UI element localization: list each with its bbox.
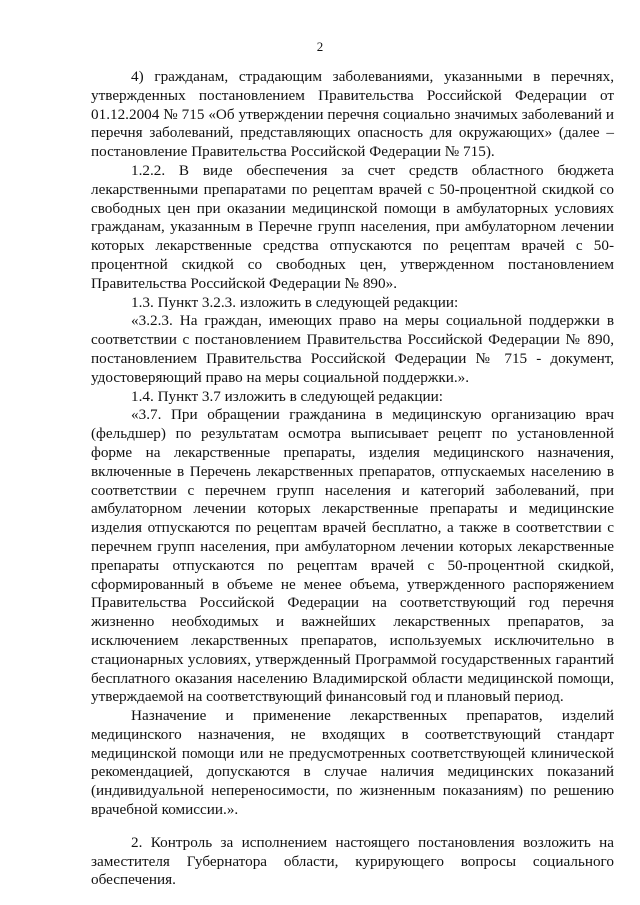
- paragraph-1-4-heading: 1.4. Пункт 3.7 изложить в следующей редакции:: [131, 387, 444, 405]
- paragraph-1-2-2: 1.2.2. В виде обеспечения за счет средств областного бюджета лекарственными препаратами по рецептам врачей с 50-процентной скидкой со свободных цен при оказании медицинской помощи в амбулаторных условиях гражданам, указанным в Перечне групп населения, при амбулаторном лечении которых лекарственные средства отпускаются по рецептам врачей с 50-процентной скидкой со свободных цен, утвержденном постановлением Правительства Российской Федерации № 890».: [91, 161, 614, 292]
- paragraph-control: 2. Контроль за исполнением настоящего постановления возложить на заместителя Губернатора области, курирующего вопросы социального обеспечения.: [91, 833, 614, 889]
- paragraph-3-7: «3.7. При обращении гражданина в медицинскую организацию врач (фельдшер) по результатам осмотра выписывает рецепт по установленной форме на лекарственные препараты, изделия медицинского назначения, включенные в Перечень лекарственных препаратов, отпускаемых населению в соответствии с перечнем групп населения и категорий заболеваний, при амбулаторном лечении которых лекарственные препараты и медицинские изделия отпускаются по рецептам врачей бесплатно, а также в соответствии с перечнем групп населения, при амбулаторном лечении которых лекарственные препараты отпускаются по рецептам врачей с 50-процентной скидкой, сформированный в объеме не менее объема, утвержденного распоряжением Правительства Российской Федерации на соответствующий год перечня жизненно необходимых и важнейших лекарственных препаратов, за исключением лекарственных препаратов, используемых исключительно в стационарных условиях, утвержденный Программой государственных гарантий бесплатного оказания населению Владимирской области медицинской помощи, утверждаемой на соответствующий финансовый год и плановый период.: [91, 406, 614, 706]
- paragraph-3-2-3: «3.2.3. На граждан, имеющих право на меры социальной поддержки в соответствии с постановлением Правительства Российской Федерации № 890, постановлением Правительства Российской Федерации № 715 - документ, удостоверяющий право на меры социальной поддержки.».: [91, 312, 614, 386]
- paragraph-item-4: 4) гражданам, страдающим заболеваниями, указанными в перечнях, утвержденных постановлением Правительства Российской Федерации от 01.12.2004 № 715 «Об утверждении перечня социально значимых заболеваний и перечня заболеваний, представляющих опасность для окружающих» (далее – постановление Правительства Российской Федерации № 715).: [91, 68, 614, 161]
- page-number: 2: [316, 39, 324, 54]
- paragraph-prescription: Назначение и применение лекарственных препаратов, изделий медицинского назначения, не входящих в соответствующий стандарт медицинской помощи или не предусмотренных соответствующей клинической рекомендацией, допускаются в случае наличия медицинских показаний (индивидуальной непереносимости, по жизненным показаниям) по решению врачебной комиссии.».: [91, 707, 614, 819]
- paragraph-1-3-heading: 1.3. Пункт 3.2.3. изложить в следующей редакции:: [131, 293, 459, 311]
- document-body: [91, 68, 614, 890]
